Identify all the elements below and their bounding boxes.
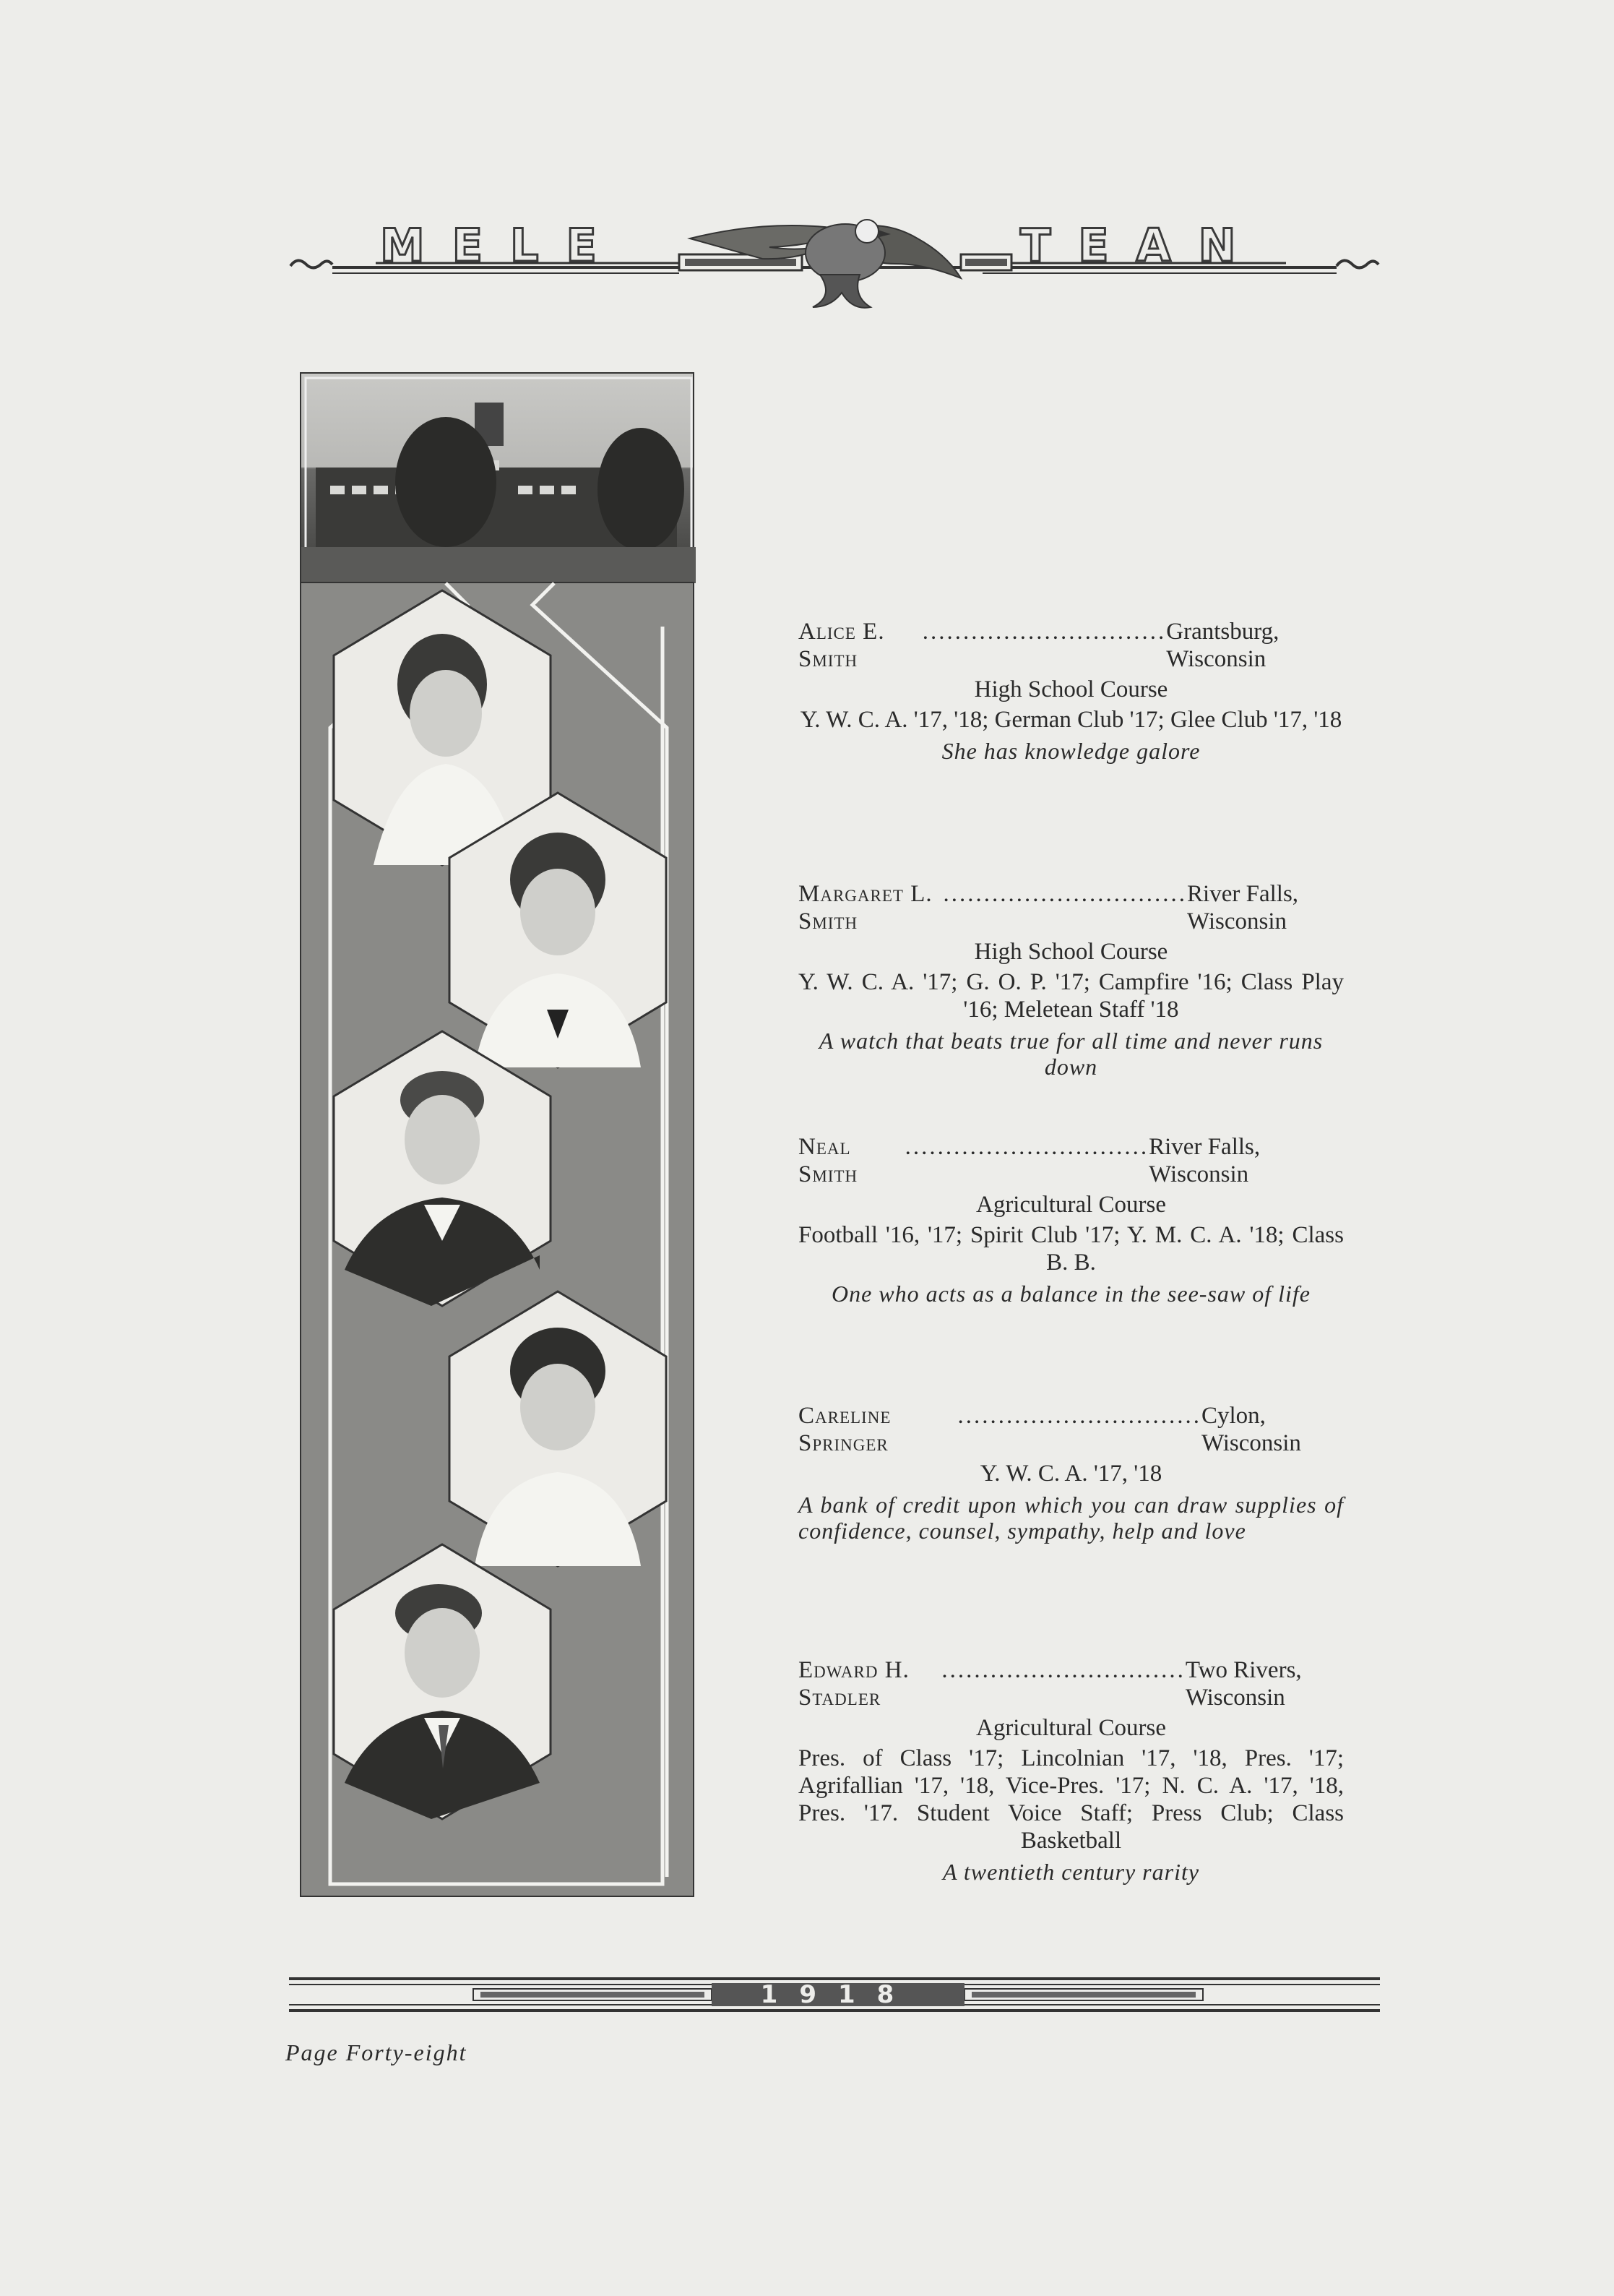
student-activities: Y. W. C. A. '17; G. O. P. '17; Campfire '16; Class Play '16; Meletean Staff '18	[798, 969, 1344, 1023]
student-quote: One who acts as a balance in the see-saw of life	[831, 1281, 1311, 1307]
leader-dots: ..............................	[941, 1657, 1186, 1683]
entry-alice-smith	[798, 618, 1344, 764]
student-name: Margaret L. Smith	[798, 881, 933, 934]
portrait-panel	[300, 582, 694, 1897]
portrait-margaret-smith	[439, 793, 677, 1067]
student-course: High School Course	[974, 676, 1168, 702]
footer-banner	[289, 1973, 1380, 2016]
student-name: Careline Springer	[798, 1403, 892, 1456]
leader-dots: ..............................	[957, 1403, 1201, 1429]
photo-column	[300, 372, 694, 1897]
student-name: Neal Smith	[798, 1134, 858, 1187]
entry-careline-springer	[798, 1402, 1344, 1544]
student-quote: A twentieth century rarity	[942, 1859, 1200, 1885]
student-hometown: Two Rivers, Wisconsin	[1185, 1657, 1302, 1711]
student-hometown: Cylon, Wisconsin	[1201, 1403, 1301, 1456]
leader-dots: ..............................	[922, 619, 1167, 645]
student-hometown: River Falls, Wisconsin	[1187, 881, 1299, 934]
student-quote: A watch that beats true for all time and never runs down	[819, 1028, 1324, 1080]
leader-dots: ..............................	[943, 881, 1188, 907]
portrait-careline-springer	[439, 1291, 677, 1566]
entry-name-line	[798, 1133, 1344, 1188]
header-word-left: MELE	[380, 219, 624, 272]
student-activities: Y. W. C. A. '17, '18; German Club '17; Glee Club '17, '18	[800, 707, 1342, 733]
entry-edward-stadler	[798, 1656, 1344, 1885]
student-activities: Football '16, '17; Spirit Club '17; Y. M. C. A. '18; Class B. B.	[798, 1222, 1344, 1276]
header-word-right: TEAN	[1020, 219, 1264, 272]
entry-name-line	[798, 1402, 1344, 1457]
entry-margaret-smith	[798, 880, 1344, 1080]
student-activities: Pres. of Class '17; Lincolnian '17, '18, Pres. '17; Agrifallian '17, '18, Vice-Pres. '17; N. C. A. '17, '18, Pres. '17. Student Voice Staff; Press Club; Class Basketball	[798, 1745, 1344, 1854]
entry-name-line	[798, 1656, 1344, 1711]
page-number: Page Forty-eight	[285, 2039, 467, 2065]
entry-neal-smith	[798, 1133, 1344, 1307]
student-quote: A bank of credit upon which you can draw supplies of confidence, counsel, sympathy, help and love	[798, 1492, 1344, 1544]
entry-name-line	[798, 880, 1344, 935]
student-hometown: River Falls, Wisconsin	[1149, 1134, 1261, 1187]
portrait-edward-stadler	[323, 1544, 561, 1819]
student-course: High School Course	[974, 939, 1168, 965]
campus-building-photo	[300, 372, 694, 582]
header-banner	[289, 210, 1380, 318]
student-name: Edward H. Stadler	[798, 1657, 910, 1711]
student-activities: Y. W. C. A. '17, '18	[980, 1461, 1162, 1487]
footer-year: 1918	[760, 1980, 916, 2009]
student-course: Agricultural Course	[975, 1192, 1167, 1218]
student-course: Agricultural Course	[975, 1715, 1167, 1741]
student-hometown: Grantsburg, Wisconsin	[1166, 619, 1279, 672]
student-name: Alice E. Smith	[798, 619, 885, 672]
portrait-neal-smith	[323, 1031, 561, 1306]
entry-name-line	[798, 618, 1344, 673]
student-quote: She has knowledge galore	[941, 738, 1201, 764]
leader-dots: ..............................	[905, 1134, 1149, 1160]
